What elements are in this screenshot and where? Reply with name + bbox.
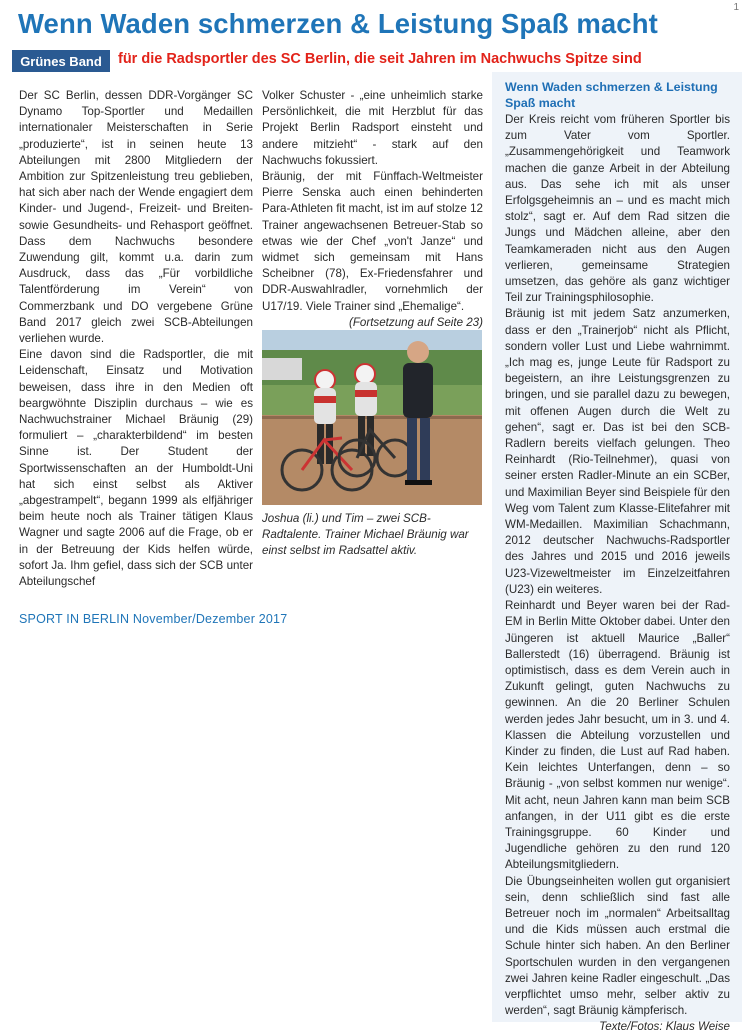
paragraph: Bräunig, der mit Fünffach-Weltmeister Pierre Senska auch einen behinderten Para-Athleten fit macht, ist im auf stolze 12 Trainer angewachsenen Betreuer-Stab so etwas wie der Chef „von't Janze“ und widmet sich gemeinsam mit Hans Scheibner (78), Ex-Friedensfahrer und DDR-Auswahlradler, vornehmlich der U17/19. Viele Trainer sind „Ehemalige“.: [262, 170, 483, 313]
column-2: [262, 88, 483, 331]
paragraph: Der Kreis reicht vom früheren Sportler bis zum Vater vom Sportler. „Zusammengehörigkeit und Teamwork machen die ganze Arbeit in der Abteilung aus. Das sehe ich mit als unser Erfolgsgeheimnis an – und es macht mich stolz“, sagt er. Auf dem Rad sitzen die Jungs und Mädchen alleine, aber den Teamkameraden nicht aus den Augen verlieren, gemeinsame Strategien umsetzen, das gehöre als ganz wichtiger Teil zur Trainingsphilosophie.: [505, 113, 730, 305]
column-1: [19, 88, 253, 590]
author-credit: Texte/Fotos: Klaus Weise: [599, 1020, 730, 1034]
section-badge: Grünes Band: [12, 50, 110, 72]
headline: Wenn Waden schmerzen & Leistung Spaß macht: [18, 8, 658, 39]
photo-caption: Joshua (li.) und Tim – zwei SCB-Radtalente. Trainer Michael Bräunig war einst selbst im Radsattel aktiv.: [262, 512, 469, 558]
paragraph: Eine davon sind die Radsportler, die mit Leidenschaft, Einsatz und Motivation beweisen, dass ihre in den Medien oft beargwöhnte Disziplin durchaus – wie es Nachwuchstrainer Michael Bräunig (29) formuliert – „charakterbildend“ im besten Sinne ist. Der Student der Sportwissenschaften an der Humboldt-Uni hat sich einst selbst als Aktiver „abgestrampelt“, begann 1999 als elfjähriger beim heute noch als Trainer tätigen Klaus Wagner und sagte 2006 auf die Frage, ob er in der Betreuung der Kids helfen würde, sofort Ja. Ihm gefiel, dass sich der SCB unter Abteilungschef: [19, 348, 253, 589]
page-number: 1: [733, 2, 739, 13]
continued-note: (Fortsetzung auf Seite 23): [348, 315, 483, 329]
paragraph: Die Übungseinheiten wollen gut organisiert sein, denn schließlich sind fast alle Betreuer noch im „normalen“ Arbeitsalltag und die Kids müssen auch erstmal die Schule hinter sich haben. An den Berliner Sportschulen wurden in den vergangenen zwei Jahren keine Radler eingeschult. „Das verpflichtet umso mehr, selber aktiv zu werden“, sagt Bräunig kämpferisch.: [505, 874, 730, 1018]
publication-footer: SPORT IN BERLIN November/Dezember 2017: [19, 612, 288, 626]
paragraph: Volker Schuster - „eine unheimlich starke Persönlichkeit, die mit Herzblut für das Projekt Berlin Radsport einsteht und andere mitzieht“ - stark auf den Nachwuchs fokussiert.: [262, 89, 483, 167]
sidebar-heading: Wenn Waden schmerzen & Leistung Spaß macht: [505, 80, 718, 110]
paragraph: Bräunig ist mit jedem Satz anzumerken, dass er den „Trainerjob“ nicht als Pflicht, sondern voller Lust und Liebe wahrnimmt. „Ich mag es, junge Leute für Radsport zu begeistern, an ihre Leistungsgrenzen zu bringen, und sie parallel dazu zu bewegen, mit offenen Augen durch die Welt zu gehen“, sagt er. Das ist bei den SCB-Radlern bereits vielfach gelungen. Theo Reinhardt (Rio-Teilnehmer), quasi von seiner ersten Radler-Minute an ein SCBer, und Maximilian Beyer sind Beispiele für den Weg vom Talent zum Klasse-Elitefahrer mit WM-Medaillen. Maximilian Schachmann, 2012 deutscher Nachwuchs-Radsportler des Jahres und 2015 und 2016 jeweils U23-Vizeweltmeister im Einzelzeitfahren (U23) ein weiteres.: [505, 307, 730, 596]
paragraph: Reinhardt und Beyer waren bei der Rad-EM in Berlin Mitte Oktober dabei. Unter den Jüngeren ist aktuell Maurice „Baller“ Ballerstedt (16) überragend. Bräunig ist optimistisch, dass es dem Verein auch in Zukunft gelingt, guten Nachwuchs zu gewinnen. An die 20 Berliner Schulen werden jedes Jahr besucht, um in 3. und 4. Klassen die Abteilung vorzustellen und Kinder zu finden, die Lust auf Rad haben. Kein leichtes Unterfangen, denn – so Bräunig - „von selbst kommen nur wenige“. Mit acht, neun Jahren kann man beim SCB anfangen, in der U11 gibt es die erste Trainingsgruppe. 60 Kinder und Jugendliche gehören zu den rund 120 Abteilungsmitgliedern.: [505, 599, 730, 872]
paragraph: Der SC Berlin, dessen DDR-Vorgänger SC Dynamo Top-Sportler und Medaillen internationaler Meisterschaften in Serie „produzierte“, ist in seinen heute 13 Abteilungen mit 2800 Mitgliedern der Ambition zur Spitzenleistung treu geblieben, hat sich aber nach der Wende engagiert dem Kinder- und Jugend-, Freizeit- und Breiten- sowie Gesundheits- und Rehasport geöffnet. Dass dem Nachwuchs besondere Zuwendung gilt, kommt u.a. darin zum Ausdruck, dass das „Für vorbildliche Talentförderung im Verein“ von Commerzbank und DO vergebene Grüne Band 2017 gleich zwei SCB-Abteilungen verliehen wurde.: [19, 89, 253, 346]
column-3: [505, 80, 730, 1036]
cyclists-photo: [262, 330, 482, 505]
subtitle: für die Radsportler des SC Berlin, die seit Jahren im Nachwuchs Spitze sind: [118, 51, 642, 67]
